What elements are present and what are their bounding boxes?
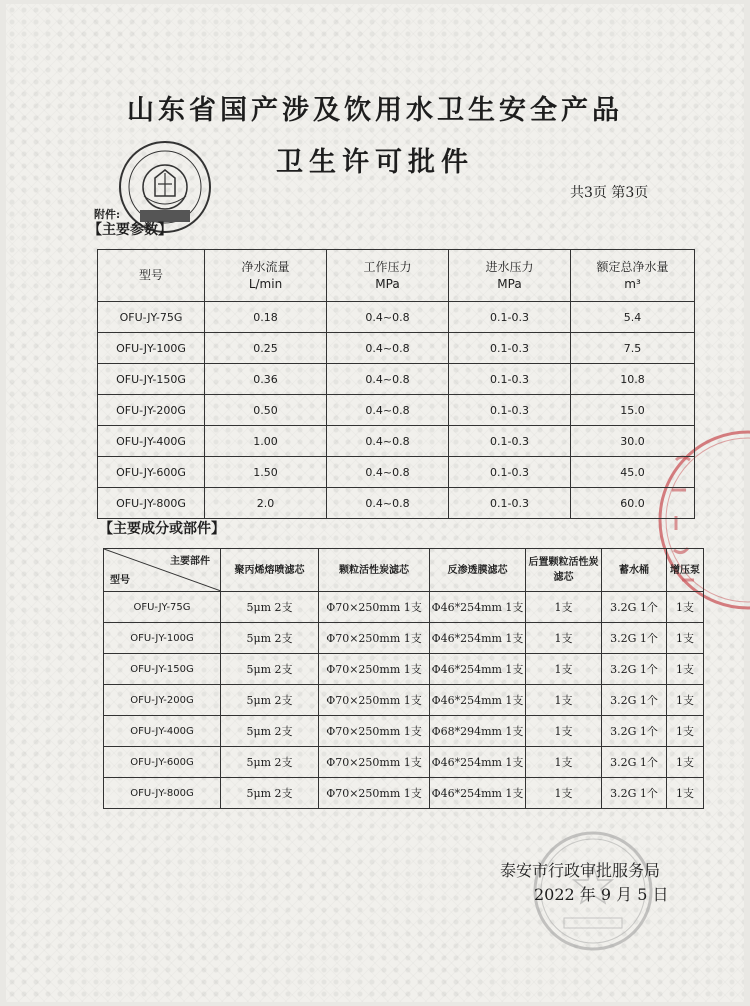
table-cell: OFU-JY-75G: [104, 592, 221, 623]
table-cell: 0.4~0.8: [327, 395, 449, 426]
header-inlet-pressure: 进水压力 MPa: [449, 250, 571, 302]
table-cell: OFU-JY-100G: [98, 333, 205, 364]
table-cell: 0.4~0.8: [327, 302, 449, 333]
table-cell: Φ46*254mm 1支: [430, 654, 526, 685]
table-cell: OFU-JY-600G: [104, 747, 221, 778]
table-row: [98, 457, 695, 488]
header-gac-filter: 颗粒活性炭滤芯: [319, 549, 430, 592]
table-cell: 5μm 2支: [221, 623, 319, 654]
table-cell: OFU-JY-200G: [98, 395, 205, 426]
table-cell: 0.18: [205, 302, 327, 333]
table-cell: 3.2G 1个: [602, 778, 667, 809]
table-cell: 1支: [526, 685, 602, 716]
table-row: [98, 302, 695, 333]
table-row: [98, 488, 695, 519]
table-row: [98, 364, 695, 395]
table-cell: Φ46*254mm 1支: [430, 623, 526, 654]
table-cell: Φ70×250mm 1支: [319, 654, 430, 685]
table-row: [104, 716, 704, 747]
table-cell: OFU-JY-150G: [98, 364, 205, 395]
table-cell: 0.25: [205, 333, 327, 364]
table-cell: 3.2G 1个: [602, 592, 667, 623]
table-cell: OFU-JY-800G: [104, 778, 221, 809]
attachment-label: 附件:: [94, 208, 121, 221]
table-cell: Φ46*254mm 1支: [430, 747, 526, 778]
table-cell: 5.4: [571, 302, 695, 333]
document-subtitle: 卫生许可批件: [276, 147, 474, 178]
table-cell: 1支: [667, 623, 704, 654]
header-working-pressure: 工作压力 MPa: [327, 250, 449, 302]
table-cell: 30.0: [571, 426, 695, 457]
table-cell: Φ70×250mm 1支: [319, 716, 430, 747]
header-model: 型号: [98, 250, 205, 302]
table-cell: 0.50: [205, 395, 327, 426]
table-cell: 1支: [667, 654, 704, 685]
header-total-water: 额定总净水量 m³: [571, 250, 695, 302]
table-cell: 1支: [526, 716, 602, 747]
table-cell: 1支: [526, 747, 602, 778]
table-cell: 1支: [667, 592, 704, 623]
table-cell: 0.1-0.3: [449, 457, 571, 488]
table-cell: 1.50: [205, 457, 327, 488]
table-row: [98, 333, 695, 364]
table-cell: 1支: [526, 778, 602, 809]
table-cell: 1支: [667, 716, 704, 747]
header-flow-rate: 净水流量 L/min: [205, 250, 327, 302]
table-cell: OFU-JY-400G: [104, 716, 221, 747]
table-cell: Φ70×250mm 1支: [319, 778, 430, 809]
table-cell: 60.0: [571, 488, 695, 519]
table-cell: 5μm 2支: [221, 716, 319, 747]
table-cell: Φ46*254mm 1支: [430, 592, 526, 623]
issue-date: 2022 年 9 月 5 日: [534, 885, 669, 904]
table-cell: 0.1-0.3: [449, 395, 571, 426]
table-cell: 0.1-0.3: [449, 426, 571, 457]
table-cell: 0.4~0.8: [327, 364, 449, 395]
header-corner: 主要部件 型号: [104, 549, 221, 592]
table-cell: OFU-JY-800G: [98, 488, 205, 519]
table-cell: OFU-JY-75G: [98, 302, 205, 333]
header-ro-membrane: 反渗透膜滤芯: [430, 549, 526, 592]
table-cell: 3.2G 1个: [602, 747, 667, 778]
header-tank: 蓄水桶: [602, 549, 667, 592]
document-title: 山东省国产涉及饮用水卫生安全产品: [127, 95, 623, 126]
components-table: [103, 548, 704, 809]
table-cell: 10.8: [571, 364, 695, 395]
table-cell: 1支: [526, 654, 602, 685]
table-cell: 0.1-0.3: [449, 488, 571, 519]
table-row: [104, 778, 704, 809]
table-cell: OFU-JY-600G: [98, 457, 205, 488]
header-pp-filter: 聚丙烯熔喷滤芯: [221, 549, 319, 592]
page-info: 共3页 第3页: [570, 185, 649, 201]
table-cell: 0.4~0.8: [327, 426, 449, 457]
section-title-main-parameters: 【主要参数】: [88, 222, 172, 238]
parameters-table: [97, 249, 695, 519]
table-cell: 1.00: [205, 426, 327, 457]
table-cell: 1支: [667, 747, 704, 778]
table-cell: 3.2G 1个: [602, 716, 667, 747]
table-header-row: [104, 549, 704, 592]
table-row: [98, 426, 695, 457]
table-cell: OFU-JY-100G: [104, 623, 221, 654]
table-cell: 2.0: [205, 488, 327, 519]
table-cell: 5μm 2支: [221, 592, 319, 623]
table-cell: 0.4~0.8: [327, 457, 449, 488]
table-row: [104, 592, 704, 623]
table-cell: 3.2G 1个: [602, 654, 667, 685]
table-cell: 0.1-0.3: [449, 364, 571, 395]
table-cell: 0.1-0.3: [449, 302, 571, 333]
table-cell: 5μm 2支: [221, 654, 319, 685]
table-cell: OFU-JY-200G: [104, 685, 221, 716]
table-row: [104, 623, 704, 654]
table-cell: OFU-JY-400G: [98, 426, 205, 457]
table-cell: Φ46*254mm 1支: [430, 685, 526, 716]
table-cell: Φ46*254mm 1支: [430, 778, 526, 809]
table-cell: Φ70×250mm 1支: [319, 623, 430, 654]
table-cell: 1支: [667, 778, 704, 809]
issuing-authority: 泰安市行政审批服务局: [500, 861, 661, 880]
section-title-components: 【主要成分或部件】: [99, 521, 225, 537]
table-cell: 45.0: [571, 457, 695, 488]
table-cell: Φ70×250mm 1支: [319, 592, 430, 623]
table-row: [104, 747, 704, 778]
table-cell: 1支: [667, 685, 704, 716]
table-cell: 3.2G 1个: [602, 685, 667, 716]
header-post-carbon: 后置颗粒活性炭滤芯: [526, 549, 602, 592]
table-row: [98, 395, 695, 426]
table-cell: Φ70×250mm 1支: [319, 747, 430, 778]
table-row: [104, 654, 704, 685]
table-row: [104, 685, 704, 716]
table-cell: 15.0: [571, 395, 695, 426]
table-cell: 0.4~0.8: [327, 488, 449, 519]
table-header-row: [98, 250, 695, 302]
table-cell: Φ68*294mm 1支: [430, 716, 526, 747]
table-cell: 0.1-0.3: [449, 333, 571, 364]
header-booster-pump: 增压泵: [667, 549, 704, 592]
table-cell: 1支: [526, 623, 602, 654]
table-cell: 1支: [526, 592, 602, 623]
table-cell: 5μm 2支: [221, 685, 319, 716]
table-cell: 5μm 2支: [221, 747, 319, 778]
table-cell: 0.36: [205, 364, 327, 395]
table-cell: 7.5: [571, 333, 695, 364]
table-cell: 0.4~0.8: [327, 333, 449, 364]
table-cell: OFU-JY-150G: [104, 654, 221, 685]
table-cell: 3.2G 1个: [602, 623, 667, 654]
table-cell: 5μm 2支: [221, 778, 319, 809]
table-cell: Φ70×250mm 1支: [319, 685, 430, 716]
